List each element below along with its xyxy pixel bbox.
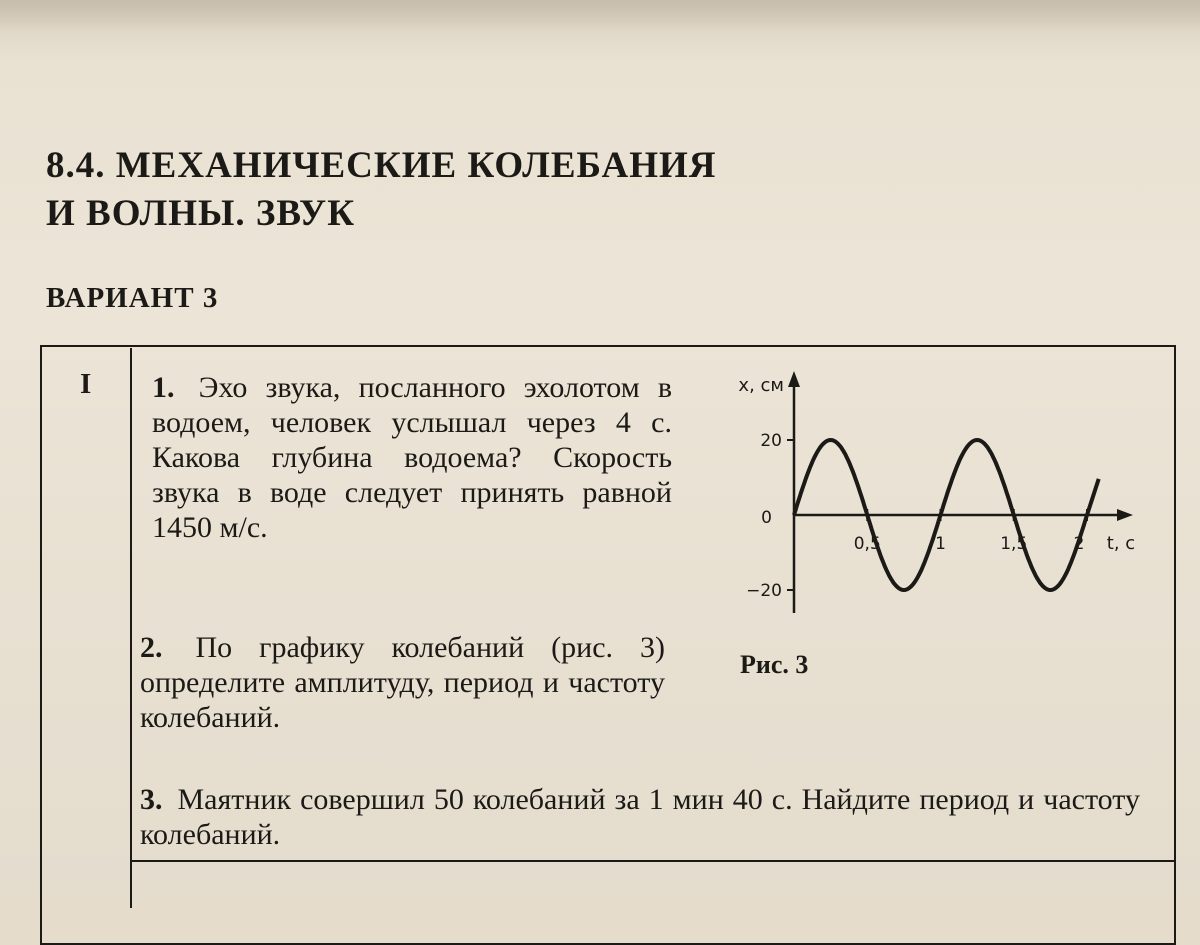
figure-caption: Рис. 3 — [740, 650, 808, 680]
section-title: 8.4. МЕХАНИЧЕСКИЕ КОЛЕБАНИЯ И ВОЛНЫ. ЗВУК — [46, 142, 717, 238]
oscillation-chart — [700, 365, 1170, 635]
task-2 — [140, 630, 665, 735]
y-axis-arrow — [788, 371, 800, 387]
task-text: По графику колебаний (рис. 3) определите амплитуду, период и частоту колебаний. — [140, 631, 665, 734]
table-divider-vertical — [130, 348, 132, 908]
y-axis-label: x, см — [738, 375, 784, 396]
y-tick-label: 0 — [761, 508, 772, 528]
table-divider-horizontal — [130, 860, 1176, 862]
x-tick-label: 1 — [935, 534, 946, 554]
x-tick-label: 0,5 — [854, 534, 881, 554]
y-tick-label: −20 — [746, 581, 782, 601]
x-tick-label: 1,5 — [1000, 534, 1027, 554]
x-axis-arrow — [1117, 509, 1133, 521]
task-number: 2. — [140, 631, 163, 664]
task-text: Маятник совершил 50 колебаний за 1 мин 40 с. Найдите период и частоту колебаний. — [140, 783, 1140, 851]
task-3 — [140, 782, 1140, 852]
difficulty-level: I — [80, 368, 91, 401]
page-shadow — [0, 0, 1200, 30]
task-text: Эхо звука, посланного эхолотом в водоем, человек услышал через 4 с. Какова глубина водоема? Скорость звука в воде следует принять равной 1450 м/с. — [152, 371, 672, 544]
task-number: 3. — [140, 783, 163, 816]
x-axis-label: t, с — [1107, 533, 1135, 554]
task-number: 1. — [152, 371, 175, 404]
y-tick-label: 20 — [760, 431, 782, 451]
x-tick-label: 2 — [1074, 534, 1085, 554]
variant-heading: ВАРИАНТ 3 — [46, 282, 218, 315]
task-1 — [152, 370, 672, 545]
